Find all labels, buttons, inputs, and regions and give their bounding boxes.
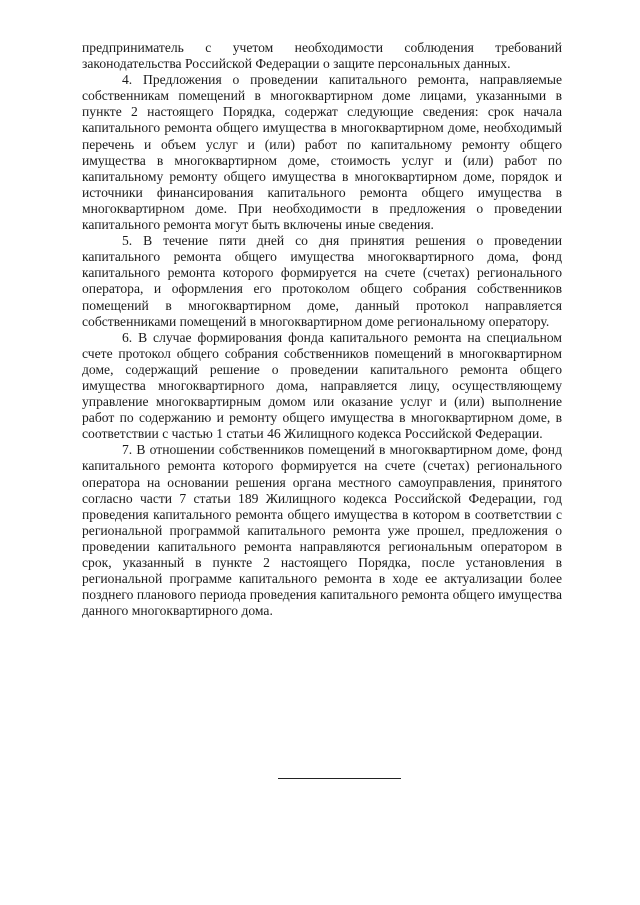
paragraph-item-4: 4. Предложения о проведении капитального ремонта, направляемые собственникам помещений в многоквартирном доме лицами, указанными в пункте 2 настоящего Порядка, содержат следующие сведения: срок начала капитального ремонта общего имущества в многоквартирном доме, необходимый перечень и объем услуг и (или) работ по капитальному ремонту общего имущества в многоквартирном доме, стоимость услуг и (или) работ по капитальному ремонту общего имущества в многоквартирном доме, порядок и источники финансирования капитального ремонта общего имущества в многоквартирном доме. При необходимости в предложения о проведении капитального ремонта могут быть включены иные сведения.: [82, 72, 562, 233]
document-body: [82, 40, 562, 619]
end-of-document-line: [278, 778, 401, 779]
paragraph-item-7: 7. В отношении собственников помещений в многоквартирном доме, фонд капитального ремонта которого формируется на счете (счетах) регионального оператора на основании решения органа местного самоуправления, принятого согласно части 7 статьи 189 Жилищного кодекса Российской Федерации, год проведения капитального ремонта общего имущества в котором в соответствии с региональной программой капитального ремонта уже прошел, предложения о проведении капитального ремонта направляются региональным оператором в срок, указанный в пункте 2 настоящего Порядка, после установления в региональной программе капитального ремонта в ходе ее актуализации более позднего планового периода проведения капитального ремонта общего имущества данного многоквартирного дома.: [82, 442, 562, 619]
paragraph-item-6: 6. В случае формирования фонда капитального ремонта на специальном счете протокол общего собрания собственников помещений в многоквартирном доме, содержащий решение о проведении капитального ремонта общего имущества многоквартирного дома, направляется лицу, осуществляющему управление многоквартирным домом или оказание услуг и (или) выполнение работ по содержанию и ремонту общего имущества в многоквартирном доме, в соответствии с частью 1 статьи 46 Жилищного кодекса Российской Федерации.: [82, 329, 562, 442]
paragraph-item-5: 5. В течение пяти дней со дня принятия решения о проведении капитального ремонта общего имущества многоквартирного дома, фонд капитального ремонта которого формируется на счете (счетах) регионального оператора, и оформления его протоколом общего собрания собственников помещений в многоквартирном доме, данный протокол направляется собственниками помещений в многоквартирном доме региональному оператору.: [82, 233, 562, 329]
paragraph-continuation: предприниматель с учетом необходимости соблюдения требований законодательства Российской Федерации о защите персональных данных.: [82, 40, 562, 72]
